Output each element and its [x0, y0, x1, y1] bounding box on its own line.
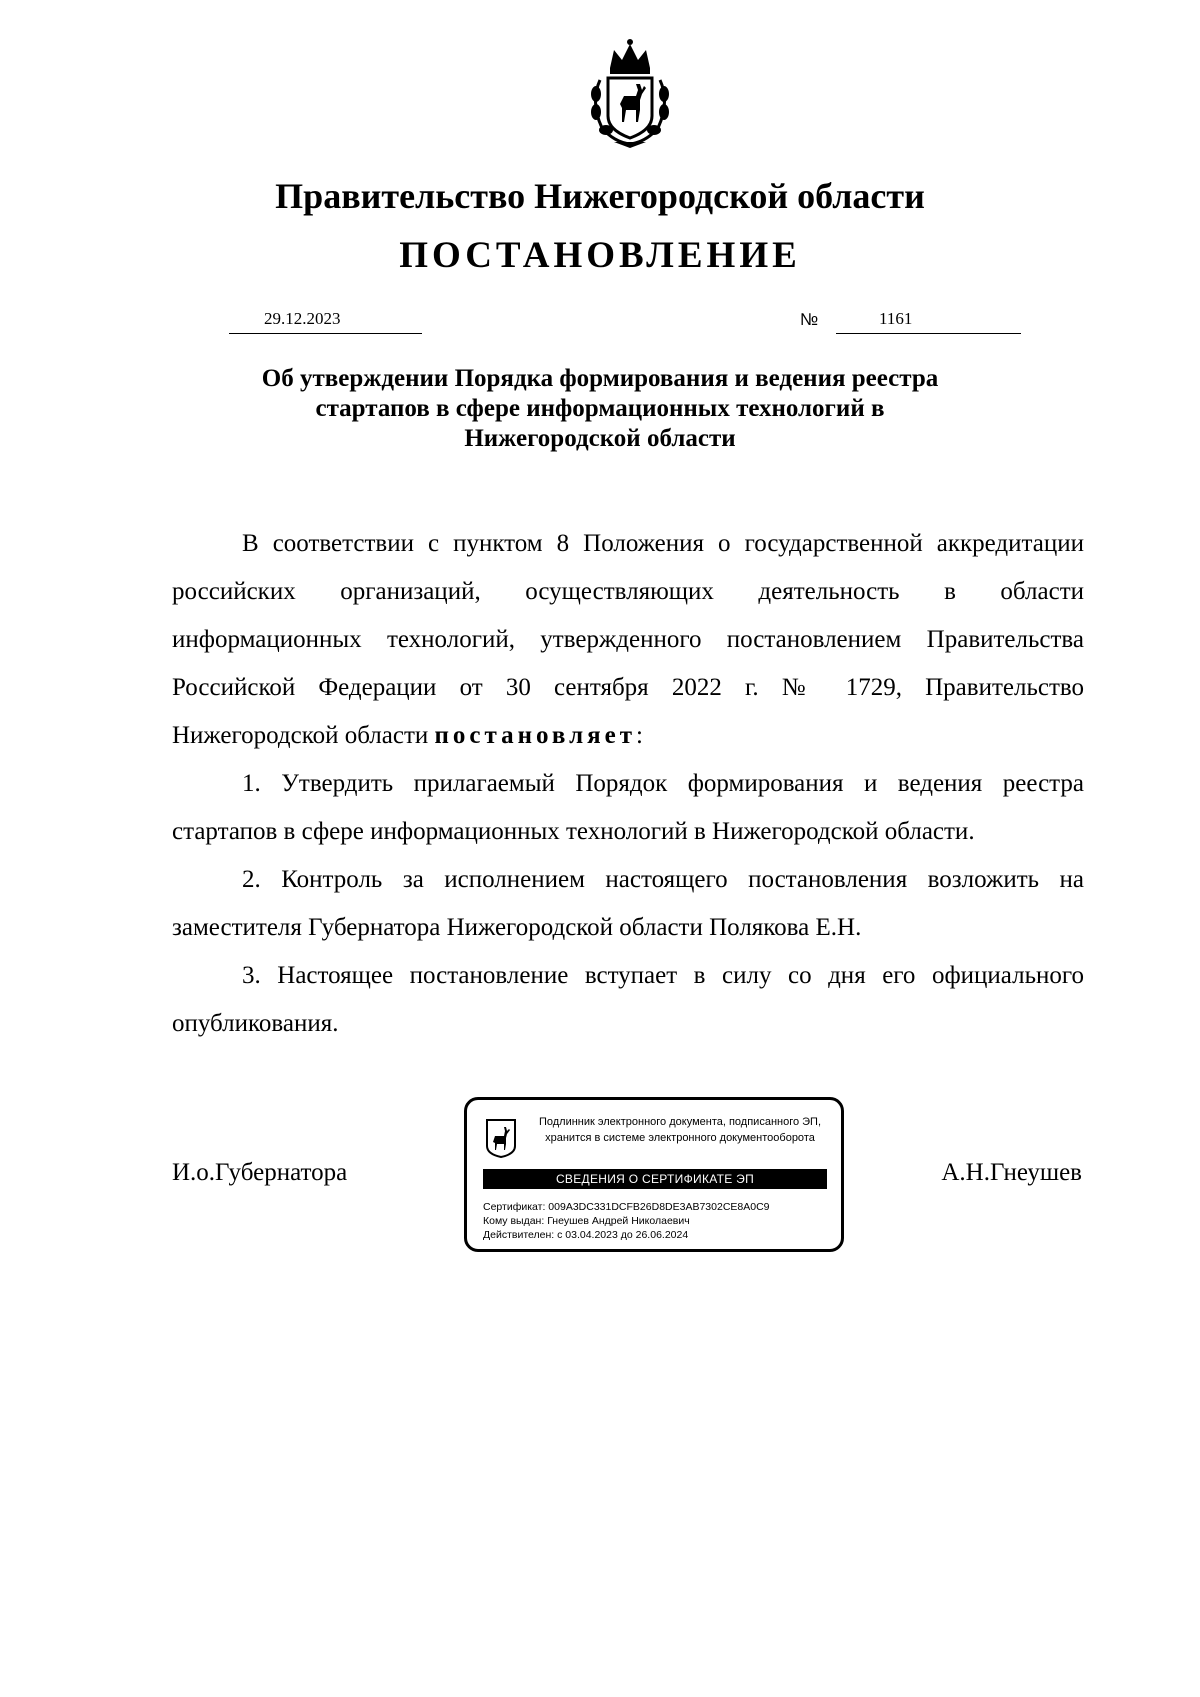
owner-row	[483, 1214, 770, 1228]
validity-row	[483, 1228, 770, 1242]
signatory-name: А.Н.Гнеушев	[941, 1159, 1082, 1186]
stamp-details	[483, 1200, 770, 1242]
resolves-word: постановляет	[434, 722, 636, 749]
certificate-value: 009A3DC331DCFB26D8DE3AB7302CE8A0C9	[548, 1201, 770, 1213]
item-1: 1. Утвердить прилагаемый Порядок формирования и ведения реестра стартапов в сфере информационных технологий в Нижегородской области.	[172, 770, 1084, 845]
subject-line: Об утверждении Порядка формирования и ведения реестра	[261, 365, 939, 392]
document-number: 1161	[879, 309, 913, 328]
certificate-label: Сертификат:	[483, 1201, 546, 1213]
document-date: 29.12.2023	[264, 309, 341, 328]
signatory-position: И.о.Губернатора	[172, 1159, 348, 1186]
preamble-text: В соответствии с пунктом 8 Положения о государственной аккредитации российских организаций, осуществляющих деятельность в области информационных технологий, утвержденного постановлением Правительства Российской Федерации от 30 сентября 2022 г. № 1729, Правительство Нижегородской области	[172, 530, 1084, 749]
stamp-header-line: Подлинник электронного документа, подписанного ЭП,	[538, 1116, 822, 1128]
owner-value: Гнеушев Андрей Николаевич	[547, 1215, 690, 1227]
government-title: Правительство Нижегородской области	[275, 176, 925, 216]
number-field	[836, 307, 1021, 334]
validity-value: с 03.04.2023 до 26.06.2024	[557, 1229, 689, 1241]
owner-label: Кому выдан:	[483, 1215, 545, 1227]
subject-line: Нижегородской области	[464, 425, 736, 452]
certificate-row	[483, 1200, 770, 1214]
document-subject	[160, 364, 1040, 454]
number-sign: №	[800, 310, 819, 329]
electronic-signature-stamp	[464, 1097, 844, 1252]
coat-of-arms-icon	[574, 38, 686, 150]
colon: :	[636, 722, 643, 749]
item-2: 2. Контроль за исполнением настоящего постановления возложить на заместителя Губернатора Нижегородской области Полякова Е.Н.	[172, 866, 1084, 941]
date-field	[229, 307, 422, 334]
stamp-header-line: хранится в системе электронного документооборота	[545, 1132, 815, 1144]
item-3: 3. Настоящее постановление вступает в силу со дня его официального опубликования.	[172, 962, 1084, 1037]
coat-of-arms-icon	[485, 1118, 517, 1158]
document-type: ПОСТАНОВЛЕНИЕ	[399, 235, 801, 276]
subject-line: стартапов в сфере информационных технологий в	[315, 395, 885, 422]
document-body	[172, 520, 1084, 1048]
validity-label: Действителен:	[483, 1229, 555, 1241]
preamble-paragraph	[172, 520, 1084, 760]
stamp-title: СВЕДЕНИЯ О СЕРТИФИКАТЕ ЭП	[483, 1169, 827, 1189]
stamp-header	[525, 1114, 835, 1146]
